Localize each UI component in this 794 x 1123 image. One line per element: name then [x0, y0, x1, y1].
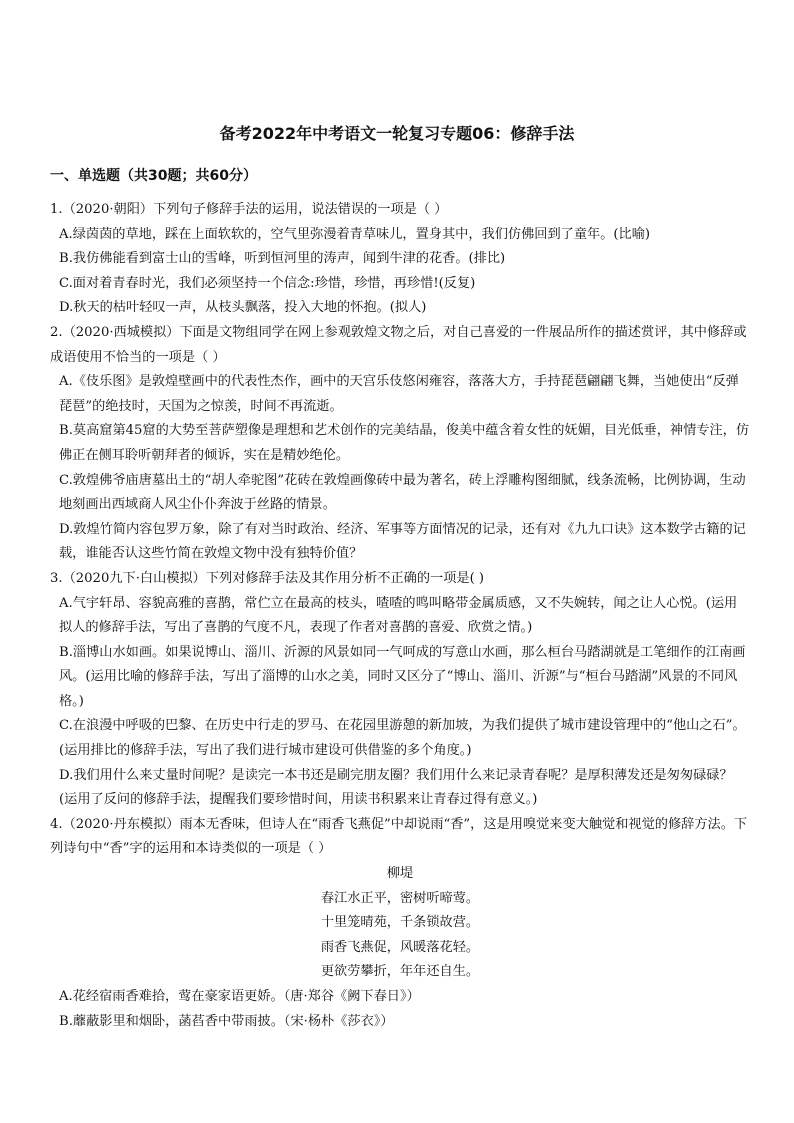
poem-line: 春江水正平，密树听啼莺。 [320, 890, 480, 906]
question-stem: 4.（2020·丹东模拟）雨本无香味，但诗人在“雨香飞燕促”中却说雨“香”，这是用嗅觉来变大触觉和视觉的修辞方法。下列诗句中“香”字的运用和本诗类似的一项是（ ） [50, 816, 748, 857]
poem-line: 更欲劳攀折，年年还自生。 [320, 964, 480, 980]
question-3 [50, 567, 750, 813]
option-a: A.绿茵茵的草地，踩在上面软软的，空气里弥漫着青草味儿，置身其中，我们仿佛回到了童年。(比喻) [59, 226, 651, 242]
option-d: D.敦煌竹简内容包罗万象，除了有对当时政治、经济、军事等方面情况的记录，还有对《九九口诀》这本数学古籍的记载，谁能否认这些竹简在敦煌文物中没有独特价值？ [59, 521, 746, 562]
option-b: B.莫高窟第45窟的大势至菩萨塑像是理想和艺术创作的完美结晶，俊美中蕴含着女性的妩媚，目光低垂，神情专注，仿佛正在侧耳聆听朝拜者的倾诉，实在是精妙绝伦。 [59, 423, 750, 463]
question-4 [50, 813, 750, 1034]
question-stem: 2.（2020·西城模拟）下面是文物组同学在网上参观敦煌文物之后，对自己喜爱的一件展品所作的描述赏评，其中修辞或成语使用不恰当的一项是（ ） [50, 324, 747, 365]
option-a: A.《伎乐图》是敦煌壁画中的代表性杰作，画中的天宫乐伎悠闲雍容，落落大方，手持琵琶翩翩飞舞，当她使出“反弹琵琶”的绝技时，天国为之惊羡，时间不再流逝。 [59, 374, 739, 414]
poem-line: 十里笼晴苑，千条锁故营。 [320, 915, 480, 931]
option-b: B.蘼蔽影里和烟卧，菡萏香中带雨披。（宋·杨朴《莎衣》） [59, 1013, 394, 1029]
option-c: C.面对着青春时光，我们必须坚持一个信念:珍惜，珍惜，再珍惜!(反复) [59, 275, 476, 291]
question-2 [50, 321, 750, 567]
option-b: B.我仿佛能看到富士山的雪峰，听到恒河里的涛声，闻到牛津的花香。(排比) [59, 251, 506, 267]
poem-title: 柳堤 [386, 866, 414, 882]
option-a: A.花经宿雨香难拾，莺在豪家语更娇。（唐·郑谷《阙下春日》） [59, 989, 420, 1004]
option-d: D.秋天的枯叶轻叹一声，从枝头飘落，投入大地的怀抱。(拟人) [59, 300, 427, 316]
option-d: D.我们用什么来丈量时间呢？是读完一本书还是刷完朋友圈？我们用什么来记录青春呢？是厚积薄发还是匆匆碌碌？(运用了反问的修辞手法，提醒我们要珍惜时间，用读书积累来让青春过得有意义。) [59, 767, 733, 808]
section-heading: 一、单选题（共30题；共60分） [50, 168, 257, 184]
option-a: A.气宇轩昂、容貌高雅的喜鹊，常伫立在最高的枝头，喳喳的鸣叫略带金属质感，又不失婉转，闻之让人心悦。(运用拟人的修辞手法，写出了喜鹊的气度不凡，表现了作者对喜鹊的喜爱、欣赏之情。) [59, 595, 738, 636]
page-title: 备考2022年中考语文一轮复习专题06：修辞手法 [219, 124, 575, 143]
poem [50, 862, 750, 985]
question-stem: 1.（2020·朝阳）下列句子修辞手法的运用，说法错误的一项是（ ） [50, 202, 448, 217]
question-stem: 3.（2020九下·白山模拟）下列对修辞手法及其作用分析不正确的一项是( ) [50, 570, 485, 586]
question-1 [50, 198, 750, 321]
question-list [50, 198, 750, 1034]
poem-line: 雨香飞燕促，风暖落花轻。 [320, 939, 480, 955]
option-b: B.淄博山水如画。如果说博山、淄川、沂源的风景如同一气呵成的写意山水画，那么桓台马踏湖就是工笔细作的江南画风。(运用比喻的修辞手法，写出了淄博的山水之美，同时又区分了“博山、淄川、沂源”与“桓台马踏湖”风景的不同风格。) [59, 644, 746, 709]
option-c: C.在浪漫中呼吸的巴黎、在历史中行走的罗马、在花园里游憩的新加坡，为我们提供了城市建设管理中的“他山之石”。(运用排比的修辞手法，写出了我们进行城市建设可供借鉴的多个角度。) [59, 718, 746, 759]
option-c: C.敦煌佛爷庙唐墓出土的“胡人牵驼图”花砖在敦煌画像砖中最为著名，砖上浮雕构图细腻，线条流畅，比例协调，生动地刻画出西域商人风尘仆仆奔波于丝路的情景。 [59, 472, 746, 513]
